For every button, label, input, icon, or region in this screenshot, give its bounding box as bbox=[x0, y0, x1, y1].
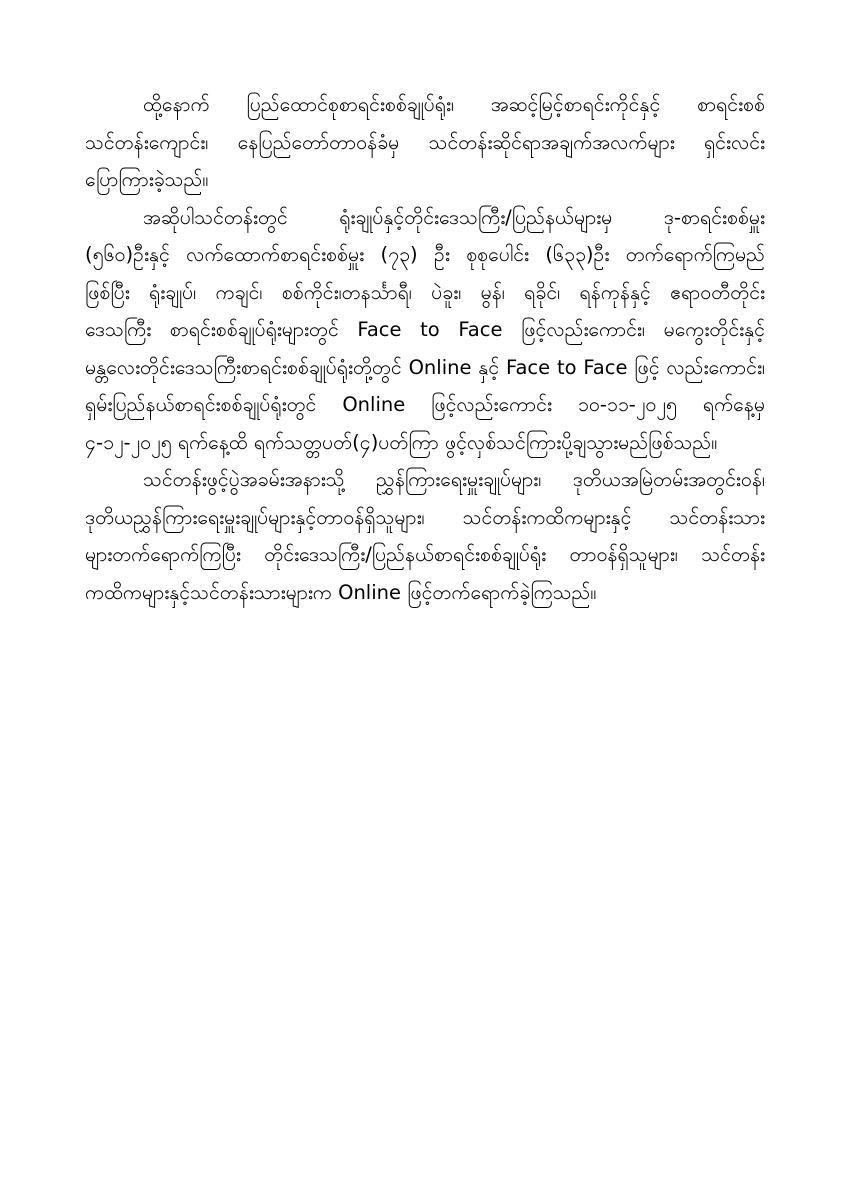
paragraph-2 bbox=[85, 199, 765, 462]
text-line: ရှမ်းပြည်နယ်စာရင်းစစ်ချုပ်ရုံးတွင် Online ဖြင့်လည်းကောင်း ၁၀-၁၁-၂၀၂၅ ရက်နေ့မှ bbox=[85, 393, 765, 416]
text-line: ဒေသကြီး စာရင်းစစ်ချုပ်ရုံးများတွင် Face to Face ဖြင့်လည်းကောင်း၊ မကွေးတိုင်းနှင့် bbox=[85, 318, 765, 341]
text-line: အဆိုပါသင်တန်းတွင် ရုံးချုပ်နှင့်တိုင်းဒေသကြီး/ပြည်နယ်များမှ ဒု-စာရင်းစစ်မှူး bbox=[143, 205, 765, 229]
text-line: မန္တလေးတိုင်းဒေသကြီးစာရင်းစစ်ချုပ်ရုံးတို့တွင် Online နှင့် Face to Face ဖြင့် လည်းကောင်း၊ bbox=[85, 355, 765, 379]
text-line: ထို့နောက် ပြည်ထောင်စုစာရင်းစစ်ချုပ်ရုံး၊ အဆင့်မြင့်စာရင်းကိုင်နှင့် စာရင်းစစ် bbox=[143, 93, 765, 116]
paragraph-1 bbox=[85, 86, 765, 199]
text-line: (၅၆၀)ဦးနှင့် လက်ထောက်စာရင်းစစ်မှူး (၇၃) ဦး စုစုပေါင်း (၆၃၃)ဦး တက်ရောက်ကြမည် bbox=[85, 243, 765, 266]
paragraph-3 bbox=[85, 461, 765, 611]
text-line: ဒုတိယညွှန်ကြားရေးမှူးချုပ်များနှင့်တာဝန်ရှိသူများ၊ သင်တန်းကထိကများနှင့် သင်တန်းသား bbox=[85, 505, 765, 529]
text-line: သင်တန်းကျောင်း၊ နေပြည်တော်တာဝန်ခံမှ သင်တန်းဆိုင်ရာအချက်အလက်များ ရှင်းလင်း bbox=[85, 130, 765, 154]
text-line: ဖြစ်ပြီး ရုံးချုပ်၊ ကချင်၊ စစ်ကိုင်း၊တနင်္သာရီ၊ ပဲခူး၊ မွန်၊ ရခိုင်၊ ရန်ကုန်နှင့် ဧရာဝတီတိုင်း bbox=[85, 280, 765, 304]
text-line: ကထိကများနှင့်သင်တန်းသားများက Online ဖြင့်တက်ရောက်ခဲ့ကြသည်။ bbox=[85, 580, 597, 604]
text-line: များတက်ရောက်ကြပြီး တိုင်းဒေသကြီး/ပြည်နယ်စာရင်းစစ်ချုပ်ရုံး တာဝန်ရှိသူများ၊ သင်တန်း bbox=[85, 543, 765, 566]
text-line: ပြောကြားခဲ့သည်။ bbox=[85, 168, 209, 191]
text-line: ၄-၁၂-၂၀၂၅ ရက်နေ့ထိ ရက်သတ္တပတ်(၄)ပတ်ကြာ ဖွင့်လှစ်သင်ကြားပို့ချသွားမည်ဖြစ်သည်။ bbox=[85, 430, 718, 454]
text-line: သင်တန်းဖွင့်ပွဲအခမ်းအနားသို့ ညွှန်ကြားရေးမှူးချုပ်များ၊ ဒုတိယအမြဲတမ်းအတွင်းဝန်၊ bbox=[143, 468, 765, 491]
